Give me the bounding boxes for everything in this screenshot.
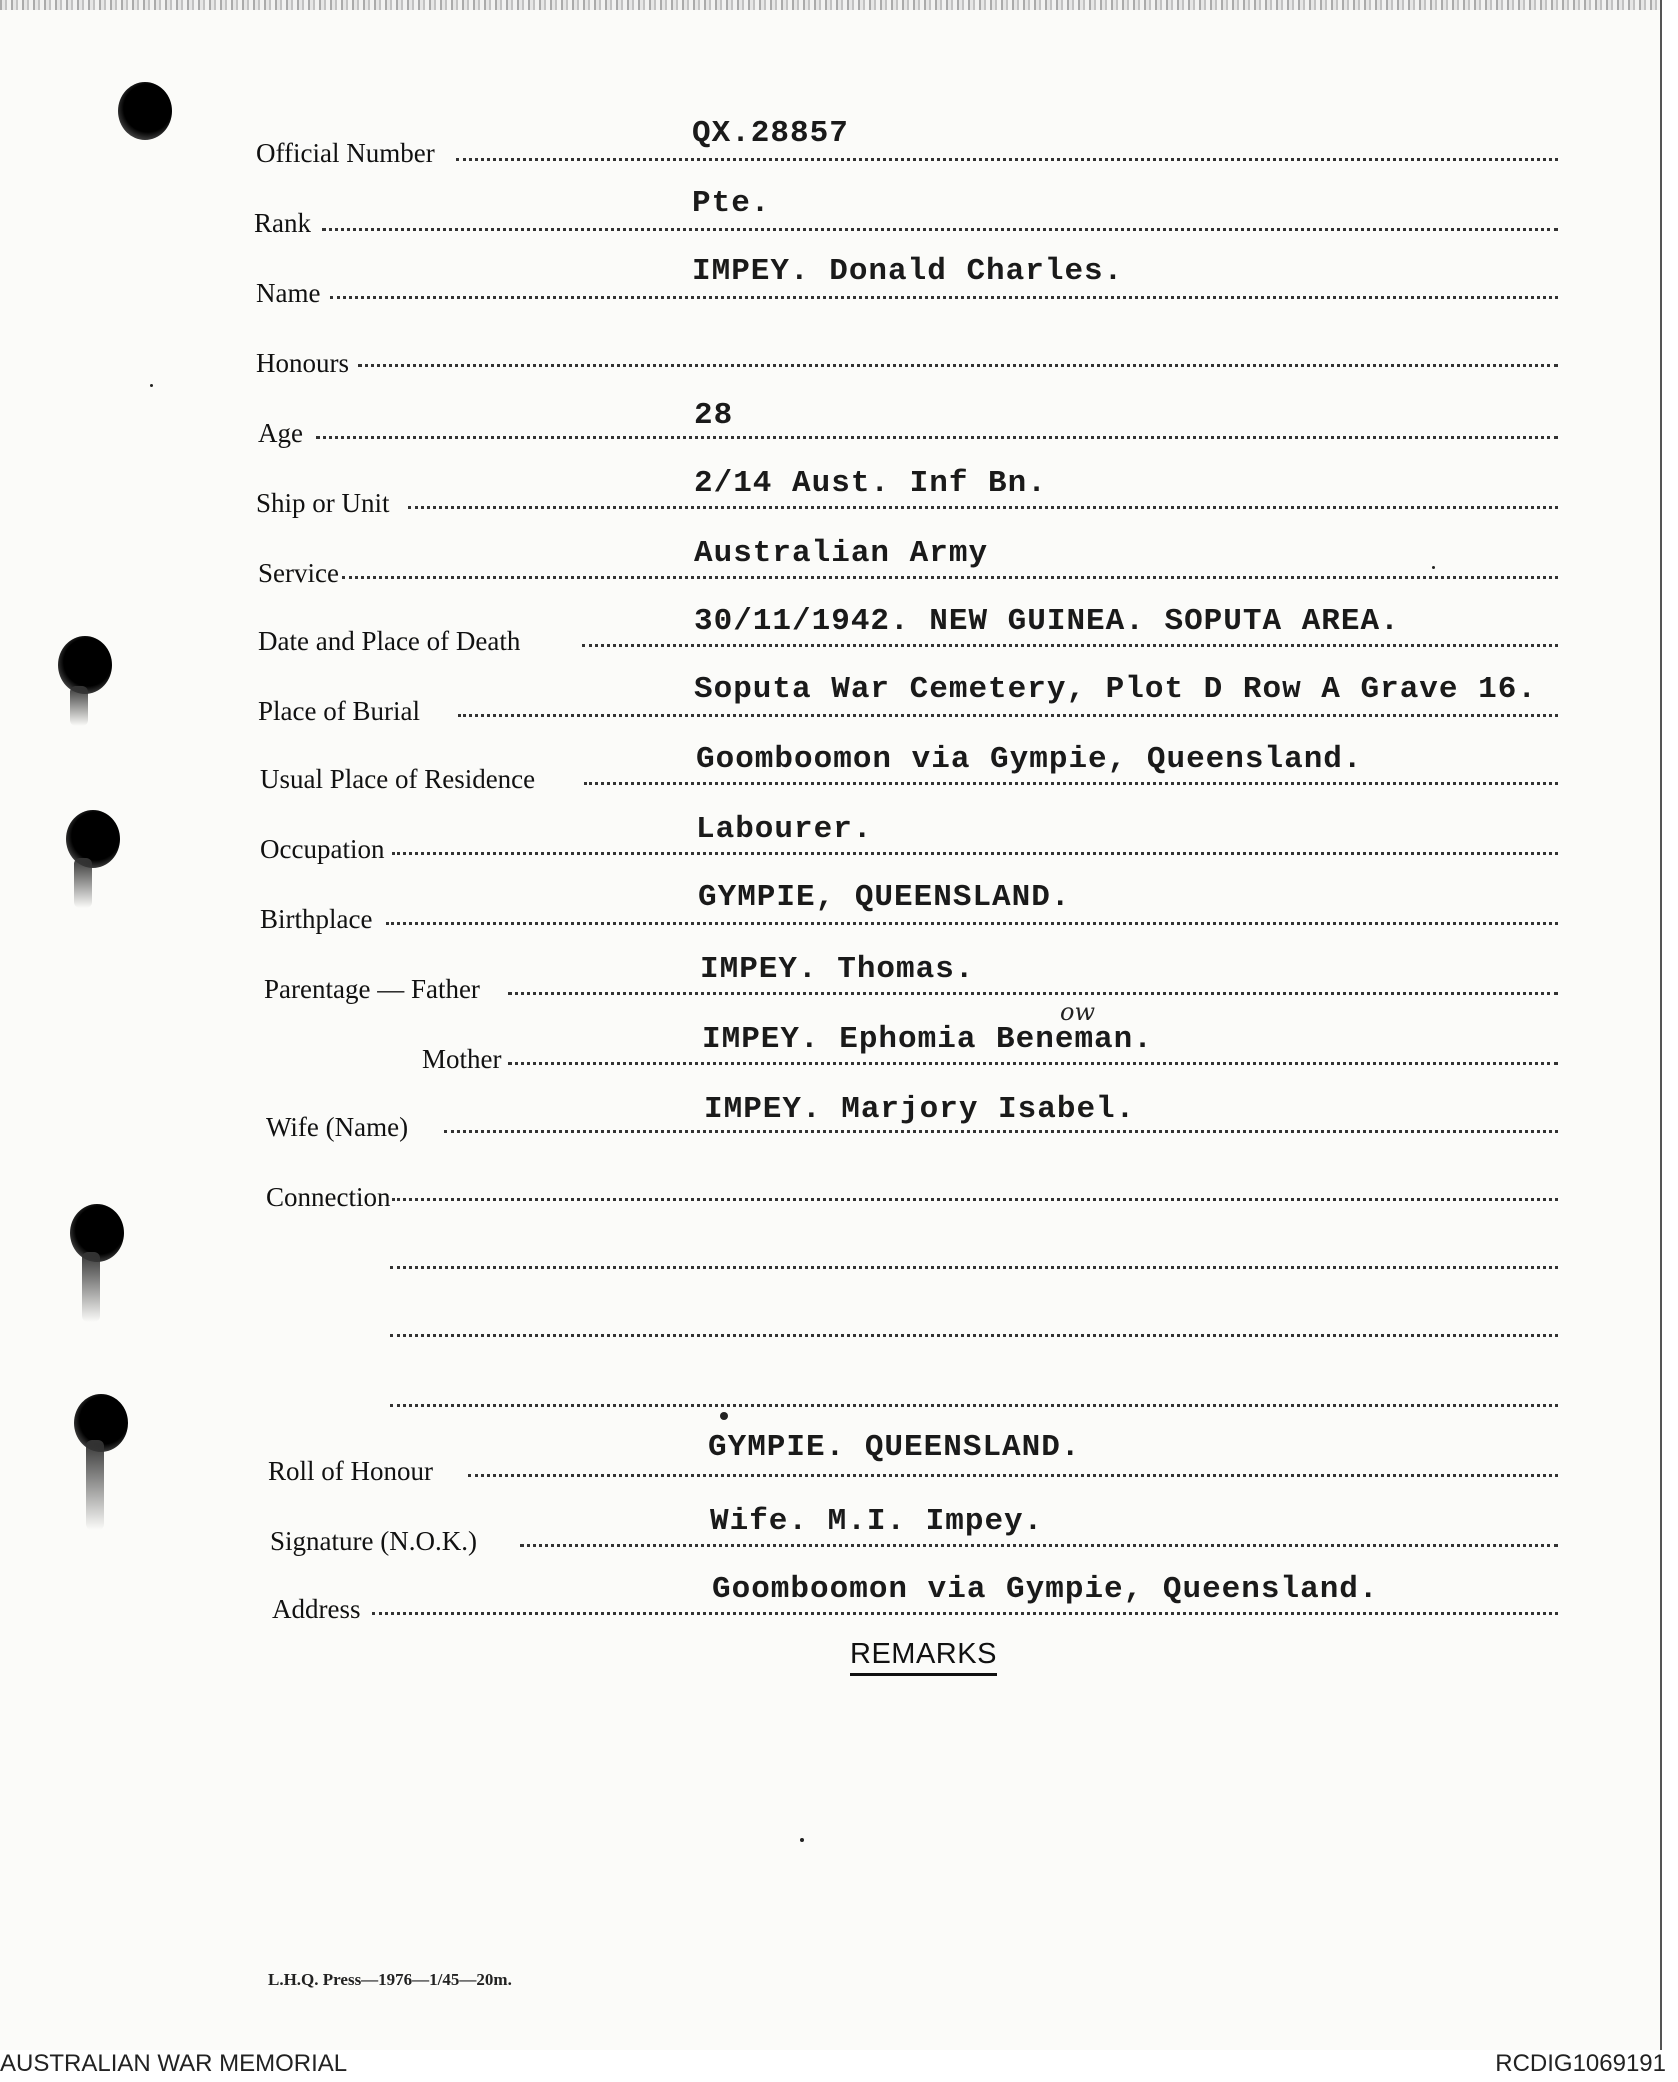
address-label: Address xyxy=(272,1594,361,1624)
honours-label: Honours xyxy=(256,348,349,378)
mother-handwritten-correction: ow xyxy=(1060,998,1095,1026)
service-label: Service xyxy=(258,558,339,588)
scan-speck xyxy=(800,1838,804,1842)
ship-or-unit-label: Ship or Unit xyxy=(256,488,390,518)
wife-label: Wife (Name) xyxy=(266,1112,409,1142)
roll-of-honour-leader xyxy=(468,1474,1558,1477)
father-label: Parentage — Father xyxy=(264,974,480,1004)
burial-value: Soputa War Cemetery, Plot D Row A Grave 16. xyxy=(694,672,1537,707)
wife-value: IMPEY. Marjory Isabel. xyxy=(704,1092,1136,1127)
footer-record-id: RCDIG1069191 xyxy=(1495,2050,1666,2077)
address-value: Goomboomon via Gympie, Queensland. xyxy=(712,1572,1379,1607)
connection-label: Connection xyxy=(266,1182,391,1212)
ship-or-unit-leader xyxy=(408,506,1558,509)
scan-speck xyxy=(150,384,153,387)
official-number-leader xyxy=(456,158,1558,161)
birthplace-label: Birthplace xyxy=(260,904,373,934)
honours-leader xyxy=(358,364,1558,367)
residence-leader xyxy=(584,782,1558,785)
punch-hole-smear xyxy=(70,686,88,726)
age-leader xyxy=(316,436,1558,439)
name-value: IMPEY. Donald Charles. xyxy=(692,254,1124,289)
death-value: 30/11/1942. NEW GUINEA. SOPUTA AREA. xyxy=(694,604,1400,639)
birthplace-value: GYMPIE, QUEENSLAND. xyxy=(698,880,1071,915)
punch-hole xyxy=(58,636,112,694)
roll-of-honour-label: Roll of Honour xyxy=(268,1456,433,1486)
father-value: IMPEY. Thomas. xyxy=(700,952,975,987)
address-leader xyxy=(372,1612,1558,1615)
printer-imprint: L.H.Q. Press—1976—1/45—20m. xyxy=(268,1970,512,1989)
mother-leader xyxy=(508,1062,1558,1065)
connection-blank-line xyxy=(390,1266,1558,1269)
ship-or-unit-value: 2/14 Aust. Inf Bn. xyxy=(694,466,1047,501)
occupation-label: Occupation xyxy=(260,834,385,864)
death-label: Date and Place of Death xyxy=(258,626,521,656)
occupation-leader xyxy=(392,852,1558,855)
death-leader xyxy=(582,644,1558,647)
remarks-heading: REMARKS xyxy=(850,1638,997,1676)
rank-leader xyxy=(322,228,1558,231)
name-label: Name xyxy=(256,278,321,308)
roll-of-honour-value: GYMPIE. QUEENSLAND. xyxy=(708,1430,1081,1465)
official-number-value: QX.28857 xyxy=(692,116,849,151)
residence-label: Usual Place of Residence xyxy=(260,764,536,794)
rank-value: Pte. xyxy=(692,186,771,221)
burial-leader xyxy=(458,714,1558,717)
mother-label: Mother xyxy=(422,1044,502,1074)
wife-leader xyxy=(444,1130,1558,1133)
age-value: 28 xyxy=(694,398,734,433)
signature-leader xyxy=(520,1544,1558,1547)
mother-value: IMPEY. Ephomia Beneman. xyxy=(702,1022,1153,1057)
punch-hole xyxy=(66,810,120,868)
punch-hole-smear xyxy=(74,858,92,908)
connection-leader xyxy=(392,1198,1558,1201)
official-number-label: Official Number xyxy=(256,138,435,168)
birthplace-leader xyxy=(386,922,1558,925)
residence-value: Goomboomon via Gympie, Queensland. xyxy=(696,742,1363,777)
connection-blank-line xyxy=(390,1404,1558,1407)
age-label: Age xyxy=(258,418,303,448)
service-value: Australian Army xyxy=(694,536,989,571)
punch-hole-smear xyxy=(86,1440,104,1530)
signature-label: Signature (N.O.K.) xyxy=(270,1526,477,1556)
punch-hole-smear xyxy=(82,1252,100,1322)
burial-label: Place of Burial xyxy=(258,696,420,726)
rank-label: Rank xyxy=(254,208,311,238)
scan-speck xyxy=(720,1412,728,1420)
signature-value: Wife. M.I. Impey. xyxy=(710,1504,1044,1539)
connection-blank-line xyxy=(390,1334,1558,1337)
name-leader xyxy=(330,296,1558,299)
service-leader xyxy=(342,576,1558,579)
footer-institution: AUSTRALIAN WAR MEMORIAL xyxy=(0,2050,348,2077)
scan-edge xyxy=(0,0,1660,10)
occupation-value: Labourer. xyxy=(696,812,873,847)
father-leader xyxy=(508,992,1558,995)
punch-hole xyxy=(118,82,172,140)
scan-speck xyxy=(1432,566,1435,569)
